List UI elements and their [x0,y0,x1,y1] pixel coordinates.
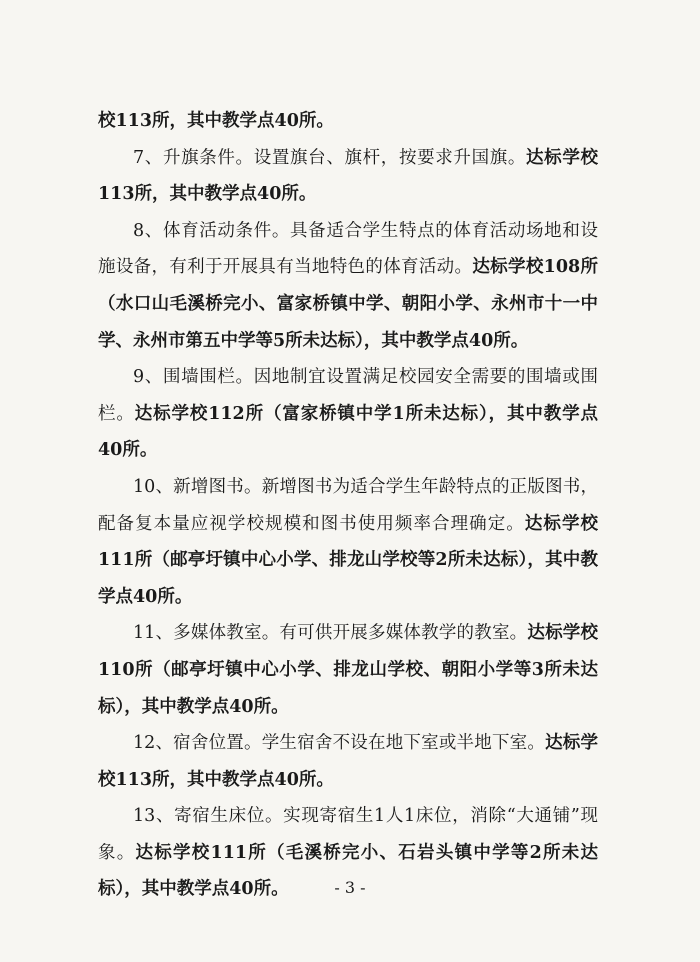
paragraph-item-10 [98,469,598,615]
paragraph-item-12 [98,725,598,798]
paragraph-item-8 [98,213,598,359]
paragraph-bold-text: 达标学校111所（毛溪桥完小、石岩头镇中学等2所未达标），其中教学点40所。 [98,842,598,900]
paragraph-normal-text: 10、新增图书。新增图书为适合学生年龄特点的正版图书，配备复本量应视学校规模和图书使用频率合理确定。 [98,476,598,534]
paragraph-normal-text: 11、多媒体教室。有可供开展多媒体教学的教室。 [133,623,528,644]
paragraph-bold-text: 校113所，其中教学点40所。 [98,111,334,131]
paragraph-bold-text: 达标学校111所（邮亭圩镇中心小学、排龙山学校等2所未达标），其中教学点40所。 [98,513,599,607]
paragraph-bold-text: 达标学校113所，其中教学点40所。 [98,147,598,205]
paragraph-continuation [98,103,598,140]
paragraph-bold-text: 达标学校108所（水口山毛溪桥完小、富家桥镇中学、朝阳小学、永州市十一中学、永州市第五中学等5所未达标），其中教学点40所。 [98,257,599,351]
paragraph-bold-text: 达标学校110所（邮亭圩镇中心小学、排龙山学校、朝阳小学等3所未达标），其中教学点40所。 [98,623,598,717]
paragraph-item-9 [98,359,598,469]
paragraph-bold-text: 达标学校112所（富家桥镇中学1所未达标），其中教学点40所。 [98,403,598,461]
document-body [98,103,598,908]
paragraph-normal-text: 9、围墙围栏。因地制宜设置满足校园安全需要的围墙或围栏。 [98,367,598,424]
paragraph-normal-text: 7、升旗条件。设置旗台、旗杆，按要求升国旗。 [133,147,527,168]
paragraph-normal-text: 12、宿舍位置。学生宿舍不设在地下室或半地下室。 [133,733,546,754]
paragraph-item-7 [98,140,598,213]
paragraph-normal-text: 13、寄宿生床位。实现寄宿生1人1床位，消除“大通铺”现象。 [98,806,598,863]
paragraph-normal-text: 8、体育活动条件。具备适合学生特点的体育活动场地和设施设备，有利于开展具有当地特色的体育活动。 [98,220,598,278]
page-number: - 3 - [334,878,366,897]
paragraph-bold-text: 达标学校113所，其中教学点40所。 [98,733,598,790]
paragraph-item-11 [98,615,598,725]
